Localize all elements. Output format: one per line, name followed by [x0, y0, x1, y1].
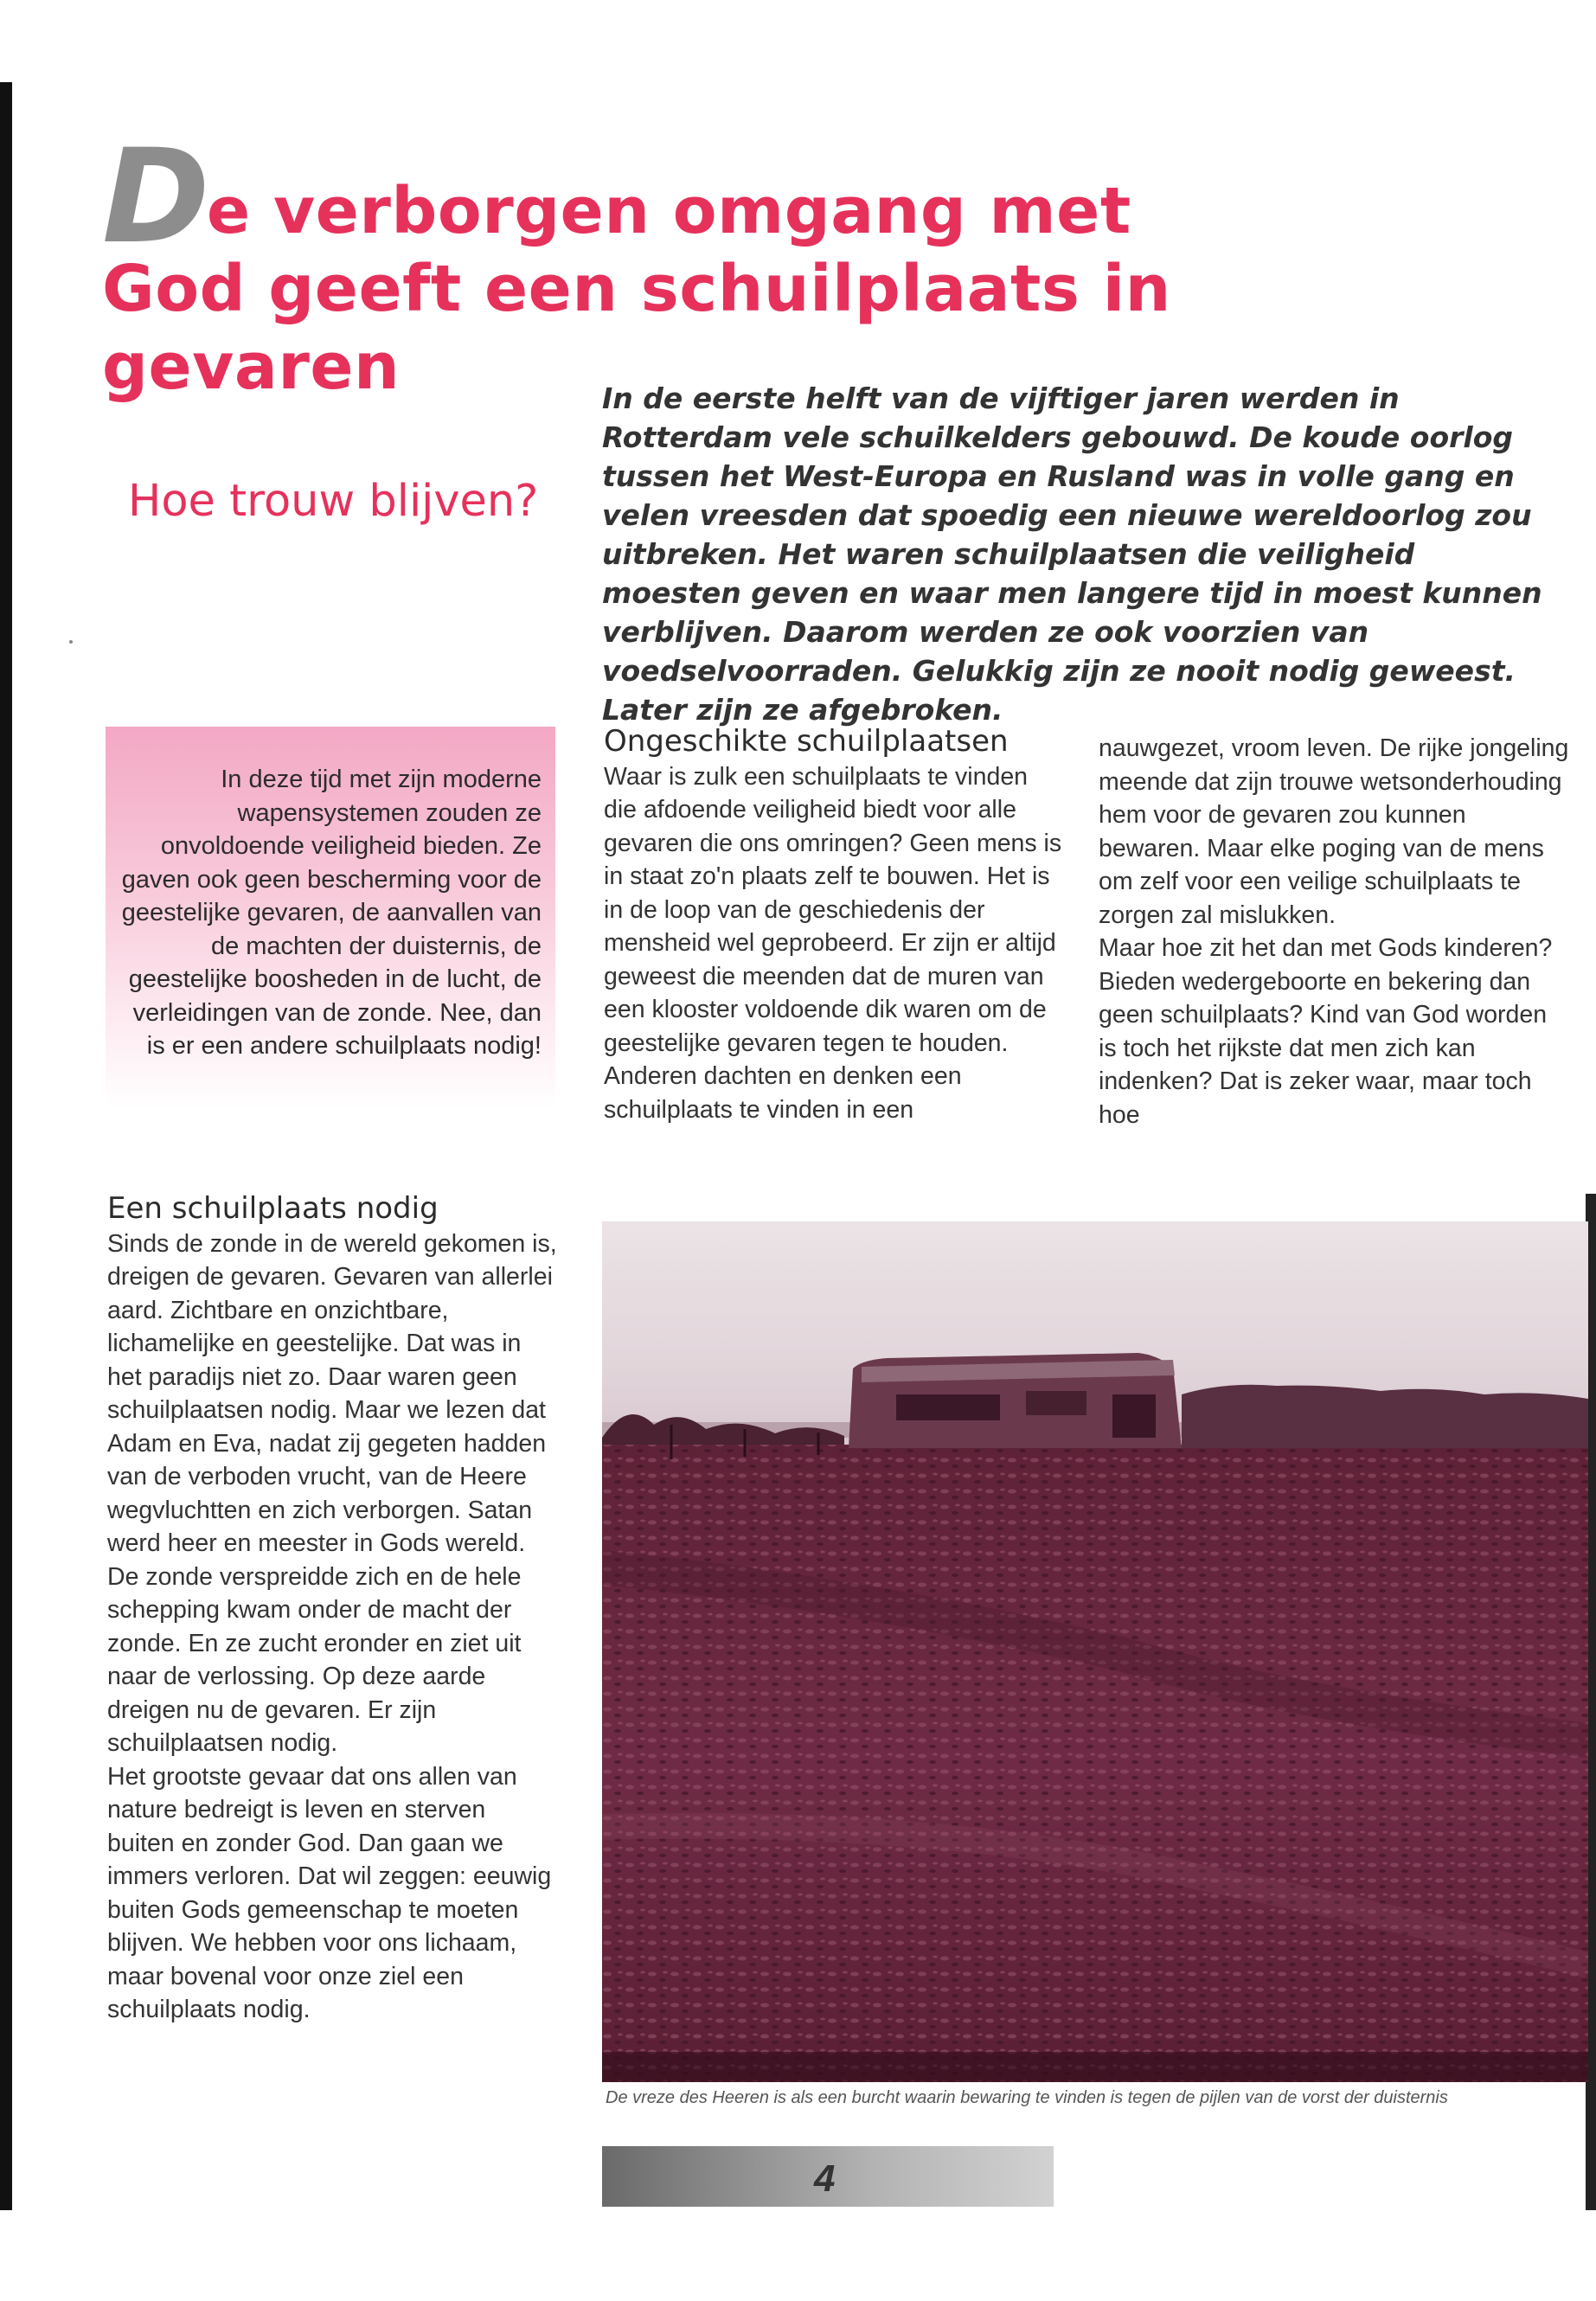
bunker-photo [602, 1221, 1588, 2082]
column-nodig [107, 1192, 557, 2027]
page-number: 4 [814, 2157, 836, 2200]
intro-paragraph: In de eerste helft van de vijftiger jaren werden in Rotterdam vele schuilkelders gebouwd. De koude oorlog tussen het West-Europa en Rusland was in volle gang en velen vreesden dat spoedig een nieuwe wereldoorlog zou uitbreken. Het waren schuilplaatsen die veiligheid moesten geven en waar men langere tijd in moest kunnen verblijven. Daarom werden ze ook voorzien van voedselvoorraden. Gelukkig zijn ze nooit nodig geweest. Later zijn ze afgebroken. [602, 381, 1542, 727]
title-line2: God geeft een schuilplaats in gevaren [102, 252, 1171, 404]
heading-ongeschikte: Ongeschikte schuilplaatsen [604, 724, 1009, 759]
left-border-rule [0, 82, 12, 2210]
column-ongeschikte [604, 725, 1062, 1126]
column-vervolg [1099, 732, 1570, 1131]
title-dropcap: D [102, 122, 211, 272]
text-nodig-2: Het grootste gevaar dat ons allen van nature bedreigt is leven en sterven buiten en zonder God. Dan gaan we immers verloren. Dat wil zeggen: eeuwig buiten Gods gemeenschap te moeten blijven. We hebben voor ons lichaam, maar bovenal voor onze ziel een schuilplaats nodig. [107, 1762, 552, 2023]
heading-nodig: Een schuilplaats nodig [107, 1191, 439, 1226]
text-vervolg-2: Maar hoe zit het dan met Gods kinderen? Bieden wedergeboorte en bekering dan geen schuilplaats? Kind van God worden is toch het rijkste dat men zich kan indenken? Dat is zeker waar, maar toch hoe [1099, 934, 1553, 1129]
callout-text: In deze tijd met zijn moderne wapensystemen zouden ze onvoldoende veiligheid bieden. Ze gaven ook geen bescherming voor de geestelijke gevaren, de aanvallen van de machten der duisternis, de geestelijke boosheden in de lucht, de verleidingen van de zonde. Nee, dan is er een andere schuilplaats nodig! [121, 766, 542, 1060]
text-ongeschikte: Waar is zulk een schuilplaats te vinden die afdoende veiligheid biedt voor alle gevaren die ons omringen? Geen mens is in staat zo'n plaats zelf te bouwen. Het is in de loop van de geschiedenis der mensheid wel geprobeerd. Er zijn er altijd geweest die meenden dat de muren van een klooster voldoende dik waren om de geestelijke gevaren tegen te houden. Anderen dachten en denken een schuilplaats te vinden in een [604, 762, 1062, 1124]
text-vervolg-1: nauwgezet, vroom leven. De rijke jongeling meende dat zijn trouwe wetsonderhouding hem voor de gevaren zou kunnen bewaren. Maar elke poging van de mens om zelf voor een veilige schuilplaats te zorgen zal mislukken. [1099, 734, 1569, 929]
article-title [102, 122, 1486, 406]
text-nodig-1: Sinds de zonde in de wereld gekomen is, dreigen de gevaren. Gevaren van allerlei aard. Zichtbare en onzichtbare, lichamelijke en geestelijke. Dat was in het paradijs niet zo. Daar waren geen schuilplaatsen nodig. Maar we lezen dat Adam en Eva, nadat zij gegeten hadden van de verboden vrucht, van de Heere wegvluchtten en zich verborgen. Satan werd heer en meester in Gods wereld. De zonde verspreidde zich en de hele schepping kwam onder de macht der zonde. En ze zucht eronder en ziet uit naar de verlossing. Op deze aarde dreigen nu de gevaren. Er zijn schuilplaatsen nodig. [107, 1229, 557, 1757]
callout-box [106, 727, 555, 1107]
article-subtitle: Hoe trouw blijven? [128, 476, 539, 527]
bunker-photo-image [602, 1221, 1588, 2082]
photo-caption: De vreze des Heeren is als een burcht waarin bewaring te vinden is tegen de pijlen van de vorst der duisternis [606, 2088, 1448, 2107]
speck-mark [69, 640, 73, 644]
title-line1: e verborgen omgang met [207, 174, 1131, 248]
